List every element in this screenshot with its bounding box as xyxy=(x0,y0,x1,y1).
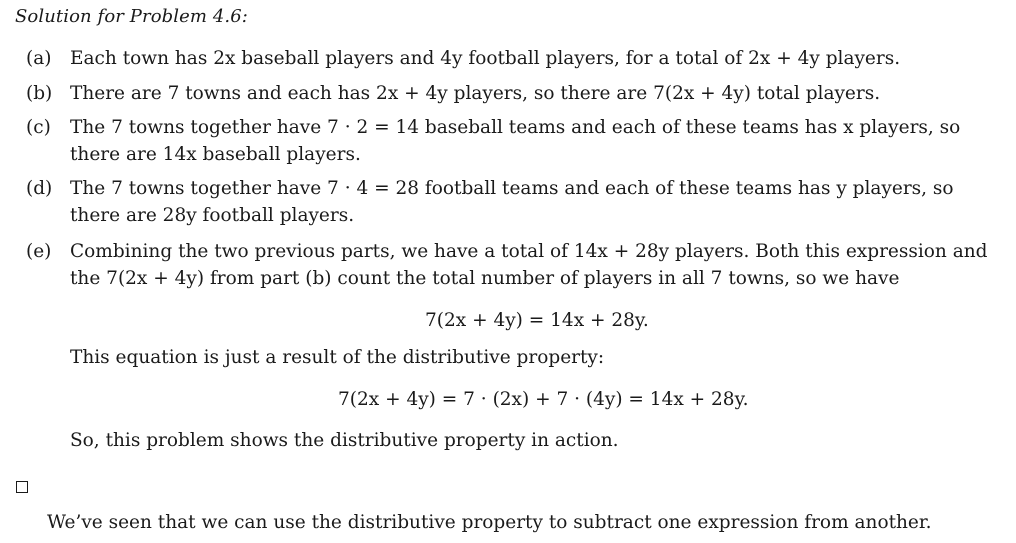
part-e-text: Combining the two previous parts, we have a total of 14x + 28y players. Both this expression and the 7(2x + 4y) from part (b) count the total number of players in all 7 towns, so we have xyxy=(70,241,988,289)
part-b-label: (b) xyxy=(26,83,53,104)
part-e-label: (e) xyxy=(26,241,52,262)
equation-2: 7(2x + 4y) = 7 · (2x) + 7 · (4y) = 14x + 28y. xyxy=(338,389,749,410)
part-c xyxy=(26,114,1006,168)
equation-1: 7(2x + 4y) = 14x + 28y. xyxy=(425,310,649,331)
part-a-text: Each town has 2x baseball players and 4y football players, for a total of 2x + 4y players. xyxy=(70,48,901,69)
part-c-text: The 7 towns together have 7 · 2 = 14 baseball teams and each of these teams has x players, so there are 14x baseball players. xyxy=(70,117,961,165)
part-b xyxy=(26,80,1006,107)
part-c-label: (c) xyxy=(26,117,51,138)
part-d-text: The 7 towns together have 7 · 4 = 28 football teams and each of these teams has y players, so there are 28y football players. xyxy=(70,178,954,226)
part-e xyxy=(26,238,1006,292)
conclusion-text: So, this problem shows the distributive property in action. xyxy=(70,430,619,451)
part-a xyxy=(26,45,1006,72)
part-d-label: (d) xyxy=(26,178,53,199)
part-d xyxy=(26,175,1006,229)
part-a-label: (a) xyxy=(26,48,52,69)
equation-intro: This equation is just a result of the distributive property: xyxy=(70,347,605,368)
part-b-text: There are 7 towns and each has 2x + 4y players, so there are 7(2x + 4y) total players. xyxy=(70,83,881,104)
footer-text: We’ve seen that we can use the distributive property to subtract one expression from another. xyxy=(47,512,932,533)
solution-heading: Solution for Problem 4.6: xyxy=(15,6,248,27)
qed-box-icon xyxy=(16,481,28,493)
